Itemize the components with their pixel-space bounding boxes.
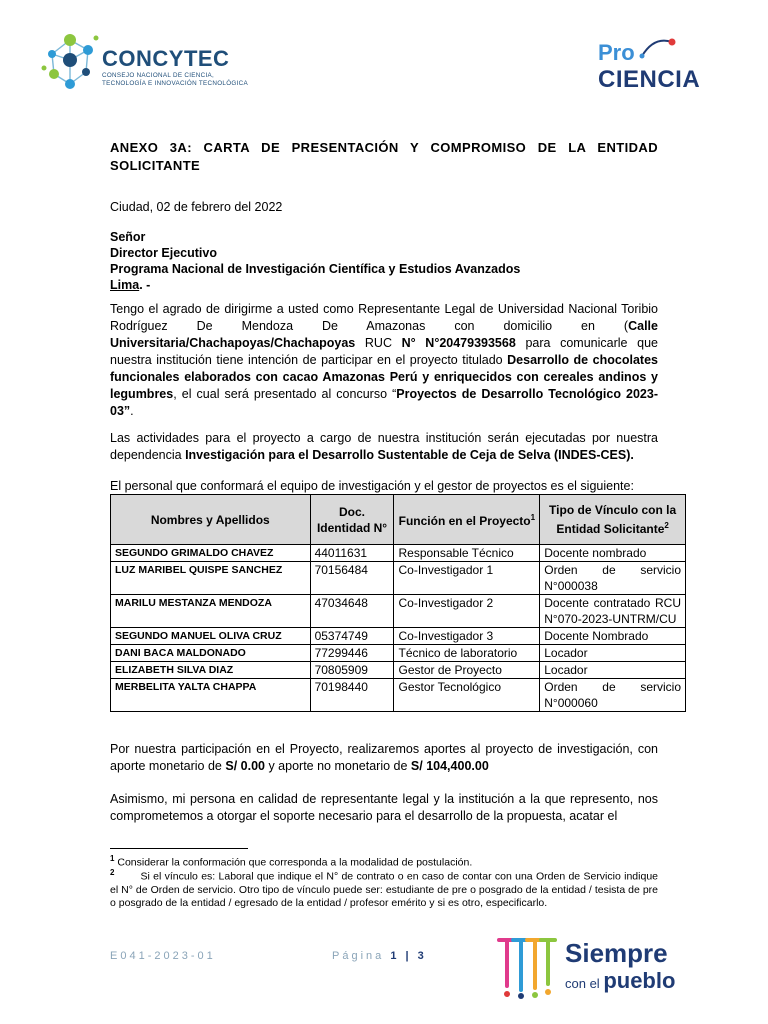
p4-non-monetary: S/ 104,400.00 bbox=[410, 759, 489, 773]
cell-name: ELIZABETH SILVA DIAZ bbox=[111, 662, 311, 679]
siempre-con-el-pueblo-logo bbox=[495, 934, 695, 998]
cell-function: Responsable Técnico bbox=[394, 545, 540, 562]
paragraph-dependency bbox=[110, 430, 658, 464]
footnote-rule bbox=[110, 848, 248, 849]
footnote-1-num: 1 bbox=[110, 854, 115, 863]
cell-doc: 70156484 bbox=[310, 562, 394, 595]
page-label: Página bbox=[332, 950, 391, 962]
header-link-fn: 2 bbox=[664, 521, 669, 530]
addressee-line4 bbox=[110, 277, 520, 293]
page-current: 1 bbox=[390, 950, 400, 962]
addressee-city: Lima bbox=[110, 278, 140, 292]
addressee-line3: Programa Nacional de Investigación Científica y Estudios Avanzados bbox=[110, 262, 521, 276]
slogan-con-el: con el bbox=[565, 976, 604, 991]
cell-function: Co-Investigador 3 bbox=[394, 628, 540, 645]
concytec-sub-line1: CONSEJO NACIONAL DE CIENCIA, bbox=[102, 72, 215, 79]
header-names: Nombres y Apellidos bbox=[111, 495, 311, 545]
cell-doc: 44011631 bbox=[310, 545, 394, 562]
p4-monetary: S/ 0.00 bbox=[225, 759, 265, 773]
siempre-pueblo-figures-icon bbox=[495, 934, 559, 1000]
cell-function: Gestor Tecnológico bbox=[394, 679, 540, 712]
header-link-label: Tipo de Vínculo con la Entidad Solicitante bbox=[549, 503, 677, 536]
p1-text-4: , el cual será presentado al concurso “ bbox=[173, 387, 397, 401]
cell-doc: 47034648 bbox=[310, 595, 394, 628]
p1-text-3: para comunicarle que nuestra institución tiene intención de participar en el proyecto titulado bbox=[110, 336, 658, 367]
cell-doc: 70198440 bbox=[310, 679, 394, 712]
cell-link: Docente contratado RCU N°070-2023-UNTRM/CU bbox=[540, 595, 686, 628]
cell-name: MERBELITA YALTA CHAPPA bbox=[111, 679, 311, 712]
cell-link: Locador bbox=[540, 662, 686, 679]
footnote-2 bbox=[110, 866, 658, 910]
table-header-row bbox=[111, 495, 686, 545]
header-link bbox=[540, 495, 686, 545]
table-row bbox=[111, 679, 686, 712]
slogan-siempre: Siempre bbox=[565, 938, 668, 968]
prociencia-arc-icon bbox=[638, 34, 678, 60]
cell-doc: 05374749 bbox=[310, 628, 394, 645]
document-title: ANEXO 3A: CARTA DE PRESENTACIÓN Y COMPROMISO DE LA ENTIDAD SOLICITANTE bbox=[110, 140, 658, 173]
concytec-logo bbox=[40, 28, 270, 98]
date-line: Ciudad, 02 de febrero del 2022 bbox=[110, 200, 283, 214]
cell-name: MARILU MESTANZA MENDOZA bbox=[111, 595, 311, 628]
p1-address: Calle Universitaria/Chachapoyas/Chachapoyas bbox=[110, 319, 658, 350]
footer-page-number bbox=[332, 950, 427, 962]
prociencia-pro: Pro bbox=[598, 40, 635, 65]
footnote-2-text: Si el vínculo es: Laboral que indique el N° de contrato o en caso de contar con una Orden de Servicio indique el N° de Orden de servicio. Otro tipo de vínculo puede ser: estudiante de pre o posgrado de la entidad / tesista de pre o posgrado de la entidad / egresado de la entidad / profesor emérito y si es otro, especificarlo. bbox=[110, 870, 658, 909]
footnote-2-num: 2 bbox=[110, 868, 115, 877]
p1-ruc: N° N°20479393568 bbox=[401, 336, 516, 350]
team-table bbox=[110, 494, 686, 712]
concytec-name: CONCYTEC bbox=[102, 46, 230, 71]
cell-function: Técnico de laboratorio bbox=[394, 645, 540, 662]
p2-dependency: Investigación para el Desarrollo Sustentable de Ceja de Selva (INDES-CES). bbox=[185, 448, 634, 462]
p4-text-2: y aporte no monetario de bbox=[264, 759, 411, 773]
header-function-label: Función en el Proyecto bbox=[398, 514, 531, 528]
header-doc: Doc. Identidad N° bbox=[310, 495, 394, 545]
page-separator: | bbox=[399, 950, 418, 962]
prociencia-logo bbox=[592, 38, 732, 98]
paragraph-contributions bbox=[110, 741, 658, 775]
paragraph-team-intro: El personal que conformará el equipo de investigación y el gestor de proyectos es el siguiente: bbox=[110, 479, 634, 493]
cell-link: Docente Nombrado bbox=[540, 628, 686, 645]
table-row bbox=[111, 628, 686, 645]
cell-name: DANI BACA MALDONADO bbox=[111, 645, 311, 662]
addressee-block bbox=[110, 229, 520, 293]
concytec-sub-line2: TECNOLOGÍA E INNOVACIÓN TECNOLÓGICA bbox=[102, 80, 249, 87]
paragraph-commitment: Asimismo, mi persona en calidad de representante legal y la institución a la que represento, nos comprometemos a otorgar el soporte necesario para el desarrollo de la propuesta, acatar el bbox=[110, 792, 658, 823]
table-row bbox=[111, 595, 686, 628]
p1-project-title: Desarrollo de chocolates funcionales elaborados con cacao Amazonas Perú y enriquecidos con cereales andinos y legumbres bbox=[110, 353, 658, 401]
p1-text-1: Tengo el agrado de dirigirme a usted como Representante Legal de Universidad Nacional Toribio Rodríguez De Mendoza De Amazonas con domicilio en ( bbox=[110, 302, 658, 333]
cell-function: Gestor de Proyecto bbox=[394, 662, 540, 679]
slogan-pueblo: pueblo bbox=[603, 968, 676, 993]
p1-text-2: RUC bbox=[355, 336, 402, 350]
footer-code: E041-2023-01 bbox=[110, 950, 216, 962]
cell-doc: 77299446 bbox=[310, 645, 394, 662]
page-total: 3 bbox=[417, 950, 427, 962]
prociencia-ciencia: CIENCIA bbox=[598, 66, 701, 93]
cell-name: SEGUNDO MANUEL OLIVA CRUZ bbox=[111, 628, 311, 645]
cell-name: LUZ MARIBEL QUISPE SANCHEZ bbox=[111, 562, 311, 595]
header-function-fn: 1 bbox=[530, 513, 536, 522]
cell-function: Co-Investigador 1 bbox=[394, 562, 540, 595]
cell-function: Co-Investigador 2 bbox=[394, 595, 540, 628]
cell-link: Orden de servicio N°000060 bbox=[540, 679, 686, 712]
header-function bbox=[394, 495, 540, 545]
team-table-body bbox=[111, 545, 686, 712]
concytec-molecule-icon bbox=[40, 28, 100, 94]
addressee-suffix: . - bbox=[139, 278, 151, 292]
cell-link: Locador bbox=[540, 645, 686, 662]
p1-text-5: . bbox=[130, 404, 134, 418]
p1-contest: Proyectos de Desarrollo Tecnológico 2023-03” bbox=[110, 387, 658, 418]
addressee-line2: Director Ejecutivo bbox=[110, 246, 217, 260]
cell-doc: 70805909 bbox=[310, 662, 394, 679]
table-row bbox=[111, 545, 686, 562]
table-row bbox=[111, 645, 686, 662]
cell-link: Orden de servicio N°000038 bbox=[540, 562, 686, 595]
addressee-line1: Señor bbox=[110, 230, 146, 244]
p4-text-1: Por nuestra participación en el Proyecto, realizaremos aportes al proyecto de investigación, con aporte monetario de bbox=[110, 742, 658, 773]
cell-link: Docente nombrado bbox=[540, 545, 686, 562]
paragraph-presentation bbox=[110, 301, 658, 420]
footnote-1-text: Considerar la conformación que corresponda a la modalidad de postulación. bbox=[114, 856, 473, 869]
cell-name: SEGUNDO GRIMALDO CHAVEZ bbox=[111, 545, 311, 562]
slogan-pueblo-line bbox=[565, 968, 675, 994]
p2-text: Las actividades para el proyecto a cargo de nuestra institución serán ejecutadas por nuestra dependencia bbox=[110, 431, 658, 462]
concytec-subtitle bbox=[102, 72, 248, 88]
table-row bbox=[111, 562, 686, 595]
table-row bbox=[111, 662, 686, 679]
